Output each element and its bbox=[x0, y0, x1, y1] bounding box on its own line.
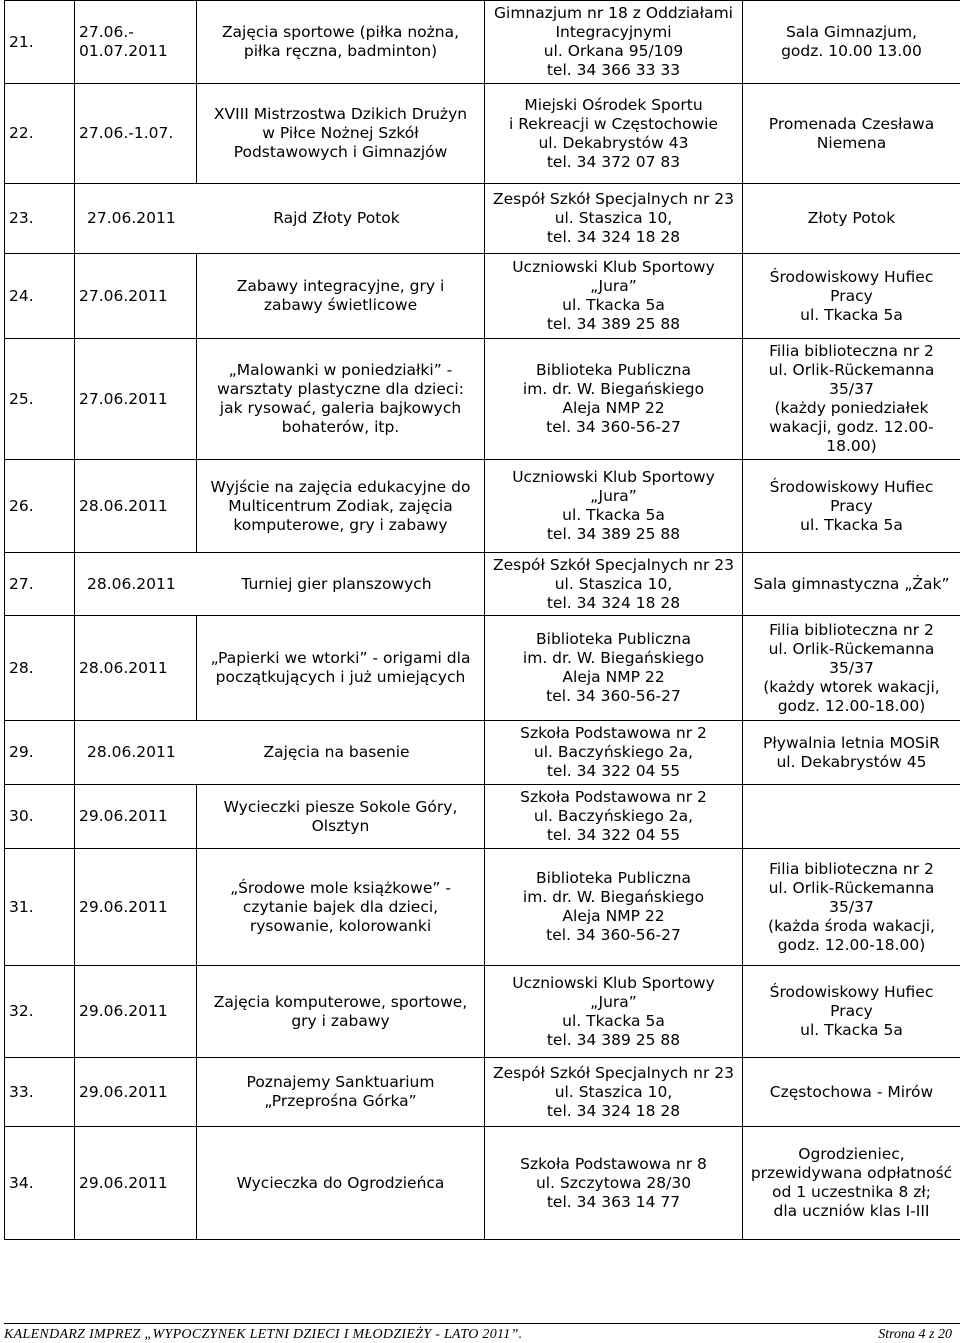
event-date bbox=[75, 785, 197, 849]
organizer-line: „Jura” bbox=[489, 277, 738, 296]
organizer-line: i Rekreacji w Częstochowie bbox=[489, 115, 738, 134]
location-line: od 1 uczestnika 8 zł; bbox=[747, 1183, 956, 1202]
page-footer bbox=[4, 1323, 960, 1327]
location bbox=[743, 1058, 960, 1127]
organizer-line: tel. 34 324 18 28 bbox=[489, 594, 738, 613]
organizer-line: ul. Staszica 10, bbox=[489, 575, 738, 594]
table-row bbox=[5, 460, 960, 553]
table-row bbox=[5, 849, 960, 966]
event-date bbox=[75, 849, 197, 966]
table-row bbox=[5, 1127, 960, 1240]
location-line: (każda środa wakacji, bbox=[747, 917, 956, 936]
location-line: Częstochowa - Mirów bbox=[747, 1083, 956, 1102]
event-name bbox=[197, 1, 485, 84]
organizer-line: Szkoła Podstawowa nr 8 bbox=[489, 1155, 738, 1174]
organizer bbox=[485, 1058, 743, 1127]
date-line: 27.06.2011 bbox=[87, 209, 199, 228]
location-line: Ogrodzieniec, bbox=[747, 1145, 956, 1164]
organizer-line: Uczniowski Klub Sportowy bbox=[489, 258, 738, 277]
event-name-line: Poznajemy Sanktuarium bbox=[201, 1073, 480, 1092]
table-row bbox=[5, 785, 960, 849]
organizer-line: Biblioteka Publiczna bbox=[489, 869, 738, 888]
location-line: Filia biblioteczna nr 2 bbox=[747, 342, 956, 361]
location-line: (każdy poniedziałek bbox=[747, 399, 956, 418]
event-name bbox=[197, 966, 485, 1058]
row-number: 34. bbox=[5, 1127, 75, 1240]
row-number: 32. bbox=[5, 966, 75, 1058]
organizer-line: ul. Baczyńskiego 2a, bbox=[489, 807, 738, 826]
event-date bbox=[87, 575, 199, 594]
location-line: ul. Tkacka 5a bbox=[747, 306, 956, 325]
date-event-cell bbox=[75, 553, 485, 616]
table-row bbox=[5, 184, 960, 254]
location bbox=[743, 184, 960, 254]
location-line: Środowiskowy Hufiec bbox=[747, 983, 956, 1002]
event-name bbox=[197, 849, 485, 966]
event-name bbox=[197, 785, 485, 849]
event-date bbox=[87, 743, 199, 762]
organizer-line: ul. Tkacka 5a bbox=[489, 506, 738, 525]
date-line: 29.06.2011 bbox=[79, 1174, 192, 1193]
row-number: 27. bbox=[5, 553, 75, 616]
location-line: (każdy wtorek wakacji, bbox=[747, 678, 956, 697]
organizer bbox=[485, 460, 743, 553]
organizer-line: Uczniowski Klub Sportowy bbox=[489, 974, 738, 993]
location bbox=[743, 785, 960, 849]
location-line: Niemena bbox=[747, 134, 956, 153]
table-row bbox=[5, 84, 960, 184]
date-line: 28.06.2011 bbox=[87, 575, 199, 594]
location bbox=[743, 966, 960, 1058]
event-name-line: XVIII Mistrzostwa Dzikich Drużyn bbox=[201, 105, 480, 124]
organizer-line: im. dr. W. Biegańskiego bbox=[489, 649, 738, 668]
location-line: 18.00) bbox=[747, 437, 956, 456]
organizer-line: Aleja NMP 22 bbox=[489, 399, 738, 418]
location bbox=[743, 553, 960, 616]
organizer-line: Aleja NMP 22 bbox=[489, 668, 738, 687]
event-name-line: Zabawy integracyjne, gry i bbox=[201, 277, 480, 296]
event-name bbox=[199, 743, 474, 762]
event-name-line: zabawy świetlicowe bbox=[201, 296, 480, 315]
location bbox=[743, 339, 960, 460]
event-date bbox=[75, 1058, 197, 1127]
organizer-line: tel. 34 360-56-27 bbox=[489, 926, 738, 945]
location bbox=[743, 849, 960, 966]
events-table-body bbox=[5, 1, 960, 1240]
event-name-line: Podstawowych i Gimnazjów bbox=[201, 143, 480, 162]
location-line: godz. 12.00-18.00) bbox=[747, 936, 956, 955]
organizer bbox=[485, 1127, 743, 1240]
organizer-line: im. dr. W. Biegańskiego bbox=[489, 888, 738, 907]
row-number: 29. bbox=[5, 721, 75, 785]
event-name-line: rysowanie, kolorowanki bbox=[201, 917, 480, 936]
organizer-line: „Jura” bbox=[489, 993, 738, 1012]
event-name-line: Olsztyn bbox=[201, 817, 480, 836]
location-line: Pływalnia letnia MOSiR bbox=[747, 734, 956, 753]
location-line: Złoty Potok bbox=[747, 209, 956, 228]
event-name bbox=[197, 254, 485, 339]
event-date bbox=[75, 966, 197, 1058]
organizer-line: tel. 34 360-56-27 bbox=[489, 687, 738, 706]
organizer-line: ul. Orkana 95/109 bbox=[489, 42, 738, 61]
event-name-line: Wycieczka do Ogrodzieńca bbox=[201, 1174, 480, 1193]
location-line: Środowiskowy Hufiec bbox=[747, 268, 956, 287]
location-line: wakacji, godz. 12.00- bbox=[747, 418, 956, 437]
date-line: 29.06.2011 bbox=[79, 1002, 192, 1021]
date-line: 01.07.2011 bbox=[79, 42, 192, 61]
event-date bbox=[75, 254, 197, 339]
event-name bbox=[197, 1127, 485, 1240]
event-name bbox=[197, 460, 485, 553]
location-line: 35/37 bbox=[747, 898, 956, 917]
event-name bbox=[197, 84, 485, 184]
location-line: Pracy bbox=[747, 287, 956, 306]
date-event-wrap bbox=[79, 573, 480, 596]
row-number: 25. bbox=[5, 339, 75, 460]
event-name-line: jak rysować, galeria bajkowych bbox=[201, 399, 480, 418]
event-name-line: bohaterów, itp. bbox=[201, 418, 480, 437]
organizer-line: ul. Dekabrystów 43 bbox=[489, 134, 738, 153]
row-number: 21. bbox=[5, 1, 75, 84]
organizer bbox=[485, 966, 743, 1058]
organizer-line: Biblioteka Publiczna bbox=[489, 361, 738, 380]
event-date bbox=[75, 339, 197, 460]
event-name-line: Multicentrum Zodiak, zajęcia bbox=[201, 497, 480, 516]
event-name bbox=[199, 209, 474, 228]
table-row bbox=[5, 553, 960, 616]
date-line: 29.06.2011 bbox=[79, 1083, 192, 1102]
table-row bbox=[5, 616, 960, 721]
table-row bbox=[5, 966, 960, 1058]
organizer-line: tel. 34 363 14 77 bbox=[489, 1193, 738, 1212]
organizer bbox=[485, 616, 743, 721]
location-line: Filia biblioteczna nr 2 bbox=[747, 621, 956, 640]
row-number: 23. bbox=[5, 184, 75, 254]
organizer-line: Biblioteka Publiczna bbox=[489, 630, 738, 649]
organizer-line: Zespół Szkół Specjalnych nr 23 bbox=[489, 190, 738, 209]
organizer bbox=[485, 721, 743, 785]
event-name-line: Rajd Złoty Potok bbox=[199, 209, 474, 228]
event-name-line: „Środowe mole książkowe” - bbox=[201, 879, 480, 898]
organizer-line: tel. 34 372 07 83 bbox=[489, 153, 738, 172]
date-event-cell bbox=[75, 184, 485, 254]
organizer-line: tel. 34 322 04 55 bbox=[489, 762, 738, 781]
date-line: 28.06.2011 bbox=[87, 743, 199, 762]
date-line: 29.06.2011 bbox=[79, 807, 192, 826]
event-date bbox=[75, 460, 197, 553]
page-label: Strona bbox=[878, 1327, 915, 1342]
event-name-line: „Przeprośna Górka” bbox=[201, 1092, 480, 1111]
location-line: Promenada Czesława bbox=[747, 115, 956, 134]
organizer bbox=[485, 785, 743, 849]
date-line: 29.06.2011 bbox=[79, 898, 192, 917]
date-line: 28.06.2011 bbox=[79, 659, 192, 678]
location bbox=[743, 84, 960, 184]
organizer-line: Aleja NMP 22 bbox=[489, 907, 738, 926]
event-date bbox=[87, 209, 199, 228]
page-current: 4 bbox=[919, 1327, 926, 1342]
location-line: godz. 12.00-18.00) bbox=[747, 697, 956, 716]
row-number: 24. bbox=[5, 254, 75, 339]
organizer bbox=[485, 553, 743, 616]
event-name-line: w Piłce Nożnej Szkół bbox=[201, 124, 480, 143]
organizer-line: tel. 34 324 18 28 bbox=[489, 228, 738, 247]
events-table bbox=[4, 0, 960, 1240]
organizer-line: ul. Tkacka 5a bbox=[489, 1012, 738, 1031]
event-date bbox=[75, 84, 197, 184]
organizer bbox=[485, 184, 743, 254]
location-line: dla uczniów klas I-III bbox=[747, 1202, 956, 1221]
organizer-line: „Jura” bbox=[489, 487, 738, 506]
footer-title: KALENDARZ IMPREZ „WYPOCZYNEK LETNI DZIECI I MŁODZIEŻY - LATO 2011”. bbox=[4, 1327, 522, 1343]
location-line: Środowiskowy Hufiec bbox=[747, 478, 956, 497]
event-name bbox=[197, 339, 485, 460]
location-line: ul. Tkacka 5a bbox=[747, 516, 956, 535]
organizer-line: tel. 34 389 25 88 bbox=[489, 525, 738, 544]
organizer-line: Zespół Szkół Specjalnych nr 23 bbox=[489, 556, 738, 575]
location-line: Sala Gimnazjum, bbox=[747, 23, 956, 42]
location-line: Sala gimnastyczna „Żak” bbox=[747, 575, 956, 594]
event-name-line: Turniej gier planszowych bbox=[199, 575, 474, 594]
event-name bbox=[199, 575, 474, 594]
location-line: ul. Orlik-Rückemanna bbox=[747, 640, 956, 659]
location bbox=[743, 1127, 960, 1240]
date-event-cell bbox=[75, 721, 485, 785]
date-line: 28.06.2011 bbox=[79, 497, 192, 516]
event-name-line: piłka ręczna, badminton) bbox=[201, 42, 480, 61]
date-line: 27.06.-1.07. bbox=[79, 124, 192, 143]
table-row bbox=[5, 721, 960, 785]
row-number: 33. bbox=[5, 1058, 75, 1127]
event-date bbox=[75, 1, 197, 84]
organizer-line: tel. 34 322 04 55 bbox=[489, 826, 738, 845]
organizer bbox=[485, 1, 743, 84]
organizer-line: tel. 34 366 33 33 bbox=[489, 61, 738, 80]
organizer bbox=[485, 254, 743, 339]
event-name-line: czytanie bajek dla dzieci, bbox=[201, 898, 480, 917]
event-date bbox=[75, 616, 197, 721]
location bbox=[743, 1, 960, 84]
organizer-line: Szkoła Podstawowa nr 2 bbox=[489, 788, 738, 807]
event-name-line: Wyjście na zajęcia edukacyjne do bbox=[201, 478, 480, 497]
event-name-line: „Papierki we wtorki” - origami dla bbox=[201, 649, 480, 668]
event-name-line: Zajęcia na basenie bbox=[199, 743, 474, 762]
event-date bbox=[75, 1127, 197, 1240]
location-line: przewidywana odpłatność bbox=[747, 1164, 956, 1183]
organizer-line: tel. 34 389 25 88 bbox=[489, 315, 738, 334]
row-number: 30. bbox=[5, 785, 75, 849]
location-line: ul. Orlik-Rückemanna bbox=[747, 361, 956, 380]
organizer-line: Miejski Ośrodek Sportu bbox=[489, 96, 738, 115]
location-line: Filia biblioteczna nr 2 bbox=[747, 860, 956, 879]
row-number: 28. bbox=[5, 616, 75, 721]
page-total: 20 bbox=[938, 1327, 952, 1342]
date-line: 27.06.- bbox=[79, 23, 192, 42]
organizer-line: Gimnazjum nr 18 z Oddziałami bbox=[489, 4, 738, 23]
event-name-line: „Malowanki w poniedziałki” - bbox=[201, 361, 480, 380]
table-row bbox=[5, 1058, 960, 1127]
location bbox=[743, 460, 960, 553]
location bbox=[743, 616, 960, 721]
organizer bbox=[485, 849, 743, 966]
event-name-line: początkujących i już umiejących bbox=[201, 668, 480, 687]
location-line: 35/37 bbox=[747, 380, 956, 399]
row-number: 22. bbox=[5, 84, 75, 184]
location-line: ul. Orlik-Rückemanna bbox=[747, 879, 956, 898]
organizer bbox=[485, 84, 743, 184]
date-event-wrap bbox=[79, 207, 480, 230]
organizer-line: tel. 34 360-56-27 bbox=[489, 418, 738, 437]
location-line: ul. Tkacka 5a bbox=[747, 1021, 956, 1040]
organizer-line: ul. Tkacka 5a bbox=[489, 296, 738, 315]
table-row bbox=[5, 339, 960, 460]
date-line: 27.06.2011 bbox=[79, 287, 192, 306]
organizer-line: im. dr. W. Biegańskiego bbox=[489, 380, 738, 399]
table-row bbox=[5, 1, 960, 84]
location-line: godz. 10.00 13.00 bbox=[747, 42, 956, 61]
event-name-line: warsztaty plastyczne dla dzieci: bbox=[201, 380, 480, 399]
organizer-line: ul. Staszica 10, bbox=[489, 209, 738, 228]
organizer-line: ul. Szczytowa 28/30 bbox=[489, 1174, 738, 1193]
row-number: 31. bbox=[5, 849, 75, 966]
organizer-line: Zespół Szkół Specjalnych nr 23 bbox=[489, 1064, 738, 1083]
location-line: 35/37 bbox=[747, 659, 956, 678]
event-name-line: gry i zabawy bbox=[201, 1012, 480, 1031]
page-of: z bbox=[929, 1327, 934, 1342]
date-line: 27.06.2011 bbox=[79, 390, 192, 409]
event-name-line: Zajęcia komputerowe, sportowe, bbox=[201, 993, 480, 1012]
event-name-line: Zajęcia sportowe (piłka nożna, bbox=[201, 23, 480, 42]
organizer-line: tel. 34 324 18 28 bbox=[489, 1102, 738, 1121]
organizer-line: ul. Staszica 10, bbox=[489, 1083, 738, 1102]
organizer-line: Uczniowski Klub Sportowy bbox=[489, 468, 738, 487]
organizer-line: Integracyjnymi bbox=[489, 23, 738, 42]
organizer bbox=[485, 339, 743, 460]
event-name-line: Wycieczki piesze Sokole Góry, bbox=[201, 798, 480, 817]
event-name bbox=[197, 616, 485, 721]
row-number: 26. bbox=[5, 460, 75, 553]
event-name bbox=[197, 1058, 485, 1127]
location-line: Pracy bbox=[747, 1002, 956, 1021]
table-row bbox=[5, 254, 960, 339]
location bbox=[743, 721, 960, 785]
location bbox=[743, 254, 960, 339]
organizer-line: ul. Baczyńskiego 2a, bbox=[489, 743, 738, 762]
location-line: ul. Dekabrystów 45 bbox=[747, 753, 956, 772]
location-line: Pracy bbox=[747, 497, 956, 516]
date-event-wrap bbox=[79, 741, 480, 764]
event-name-line: komputerowe, gry i zabawy bbox=[201, 516, 480, 535]
organizer-line: Szkoła Podstawowa nr 2 bbox=[489, 724, 738, 743]
organizer-line: tel. 34 389 25 88 bbox=[489, 1031, 738, 1050]
